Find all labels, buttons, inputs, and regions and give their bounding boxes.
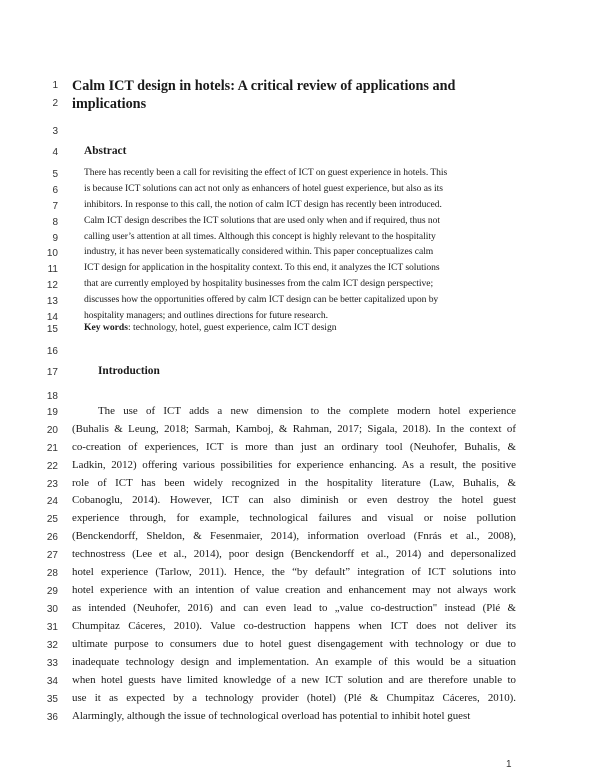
line-number: 1 — [52, 80, 58, 91]
line-number: 6 — [52, 185, 58, 196]
body-line: (Benckendorff, Sheldon, & Fesenmaier, 2014), information overload (Fnrás et al., 2008), — [72, 530, 516, 542]
line-number: 11 — [47, 264, 58, 275]
line-number: 36 — [46, 712, 58, 723]
keywords-label: Key words — [84, 322, 128, 333]
line-number: 14 — [46, 312, 58, 323]
line-number: 7 — [52, 201, 58, 212]
abstract-heading: Abstract — [84, 145, 127, 157]
abstract-line: industry, it has never been systematically considered within. This paper conceptualizes calm — [84, 246, 434, 257]
line-number: 33 — [46, 658, 58, 669]
body-line: Alarmingly, although the issue of technological overload has potential to inhibit hotel guest — [72, 710, 471, 722]
body-line: Cobanoglu, 2014). However, ICT can also diminish or even destroy the hotel guest — [72, 494, 516, 506]
line-number: 12 — [46, 280, 58, 291]
abstract-line: calling user’s attention at all times. Although this concept is highly relevant to the hospitality — [84, 231, 436, 242]
line-number: 19 — [46, 407, 58, 418]
line-number: 3 — [52, 126, 58, 137]
line-number: 21 — [46, 443, 58, 454]
line-number: 5 — [52, 169, 58, 180]
abstract-line: inhibitors. In response to this call, the notion of calm ICT design has recently been introduced. — [84, 199, 442, 210]
line-number: 29 — [46, 586, 58, 597]
body-line: Chumpitaz Cáceres, 2010). Value co-destruction happens when ICT does not deliver its — [72, 620, 516, 632]
body-line: use it as expected by a technology provider (hotel) (Plé & Chumpitaz Cáceres, 2010). — [72, 692, 516, 704]
keywords — [84, 322, 516, 333]
paper-title-line-1: Calm ICT design in hotels: A critical review of applications and — [72, 78, 456, 94]
introduction-heading: Introduction — [98, 365, 160, 377]
line-number: 20 — [46, 425, 58, 436]
line-number: 28 — [46, 568, 58, 579]
body-line: hotel experience with an intention of value creation and enhancement may not always work — [72, 584, 516, 596]
keywords-text: : technology, hotel, guest experience, calm ICT design — [127, 322, 337, 333]
line-number: 8 — [52, 217, 58, 228]
line-number: 10 — [46, 248, 58, 259]
body-line: Ladkin, 2012) offering various possibilities for experience enhancing. As a result, the positive — [72, 459, 516, 471]
line-number: 26 — [46, 532, 58, 543]
body-line: as intended (Neuhofer, 2016) and can even lead to „value co-destruction" instead (Plé & — [72, 602, 516, 614]
line-number: 27 — [46, 550, 58, 561]
abstract-line: that are currently employed by hospitality businesses from the calm ICT design perspective; — [84, 278, 434, 289]
abstract-line: hospitality managers; and outlines directions for future research. — [84, 310, 328, 321]
line-number: 35 — [46, 694, 58, 705]
line-number: 16 — [46, 346, 58, 357]
line-number: 24 — [46, 496, 58, 507]
line-number: 9 — [52, 233, 58, 244]
line-number: 30 — [46, 604, 58, 615]
line-number: 22 — [46, 461, 58, 472]
body-line: ultimate purpose to consumers due to hotel guest disengagement with technology or due to — [72, 638, 516, 650]
body-line: role of ICT has been widely recognized in the hospitality literature (Law, Buhalis, & — [72, 477, 516, 489]
body-line: (Buhalis & Leung, 2018; Sarmah, Kamboj, & Rahman, 2017; Sigala, 2018). In the context of — [72, 423, 516, 435]
abstract-line: is because ICT solutions can act not only as enhancers of hotel guest experience, but also as its — [84, 183, 443, 194]
abstract-line: There has recently been a call for revisiting the effect of ICT on guest experience in hotels. This — [84, 167, 448, 178]
abstract-line: ICT design for application in the hospitality context. To this end, it analyzes the ICT solutions — [84, 262, 440, 273]
line-number: 17 — [46, 367, 58, 378]
line-number: 34 — [46, 676, 58, 687]
line-number: 15 — [46, 324, 58, 335]
line-number: 25 — [46, 514, 58, 525]
body-line: experience through, for example, technological failures and visual or noise pollution — [72, 512, 516, 524]
body-line: technostress (Lee et al., 2014), poor design (Benckendorff et al., 2014) and depersonalized — [72, 548, 516, 560]
line-number: 4 — [52, 147, 58, 158]
body-line: The use of ICT adds a new dimension to the complete modern hotel experience — [98, 405, 516, 417]
line-number: 13 — [46, 296, 58, 307]
abstract-line: discusses how the opportunities offered by calm ICT design can be better capitalized upon by — [84, 294, 439, 305]
body-line: inadequate technology design and implementation. An example of this would be a situation — [72, 656, 516, 668]
line-number: 32 — [46, 640, 58, 651]
body-line: hotel experience (Tarlow, 2011). Hence, the “by default” integration of ICT solutions into — [72, 566, 516, 578]
abstract-line: Calm ICT design describes the ICT solutions that are used only when and if required, thus not — [84, 215, 441, 226]
page-number: 1 — [506, 759, 512, 770]
paper-title-line-2: implications — [72, 96, 147, 112]
line-number: 18 — [46, 391, 58, 402]
body-line: when hotel guests have limited knowledge of a new ICT solution and are therefore unable to — [72, 674, 516, 686]
line-number: 23 — [46, 479, 58, 490]
line-number: 2 — [52, 98, 58, 109]
body-line: co-creation of experiences, ICT is more than just an ordinary tool (Neuhofer, Buhalis, & — [72, 441, 516, 453]
line-number: 31 — [46, 622, 58, 633]
